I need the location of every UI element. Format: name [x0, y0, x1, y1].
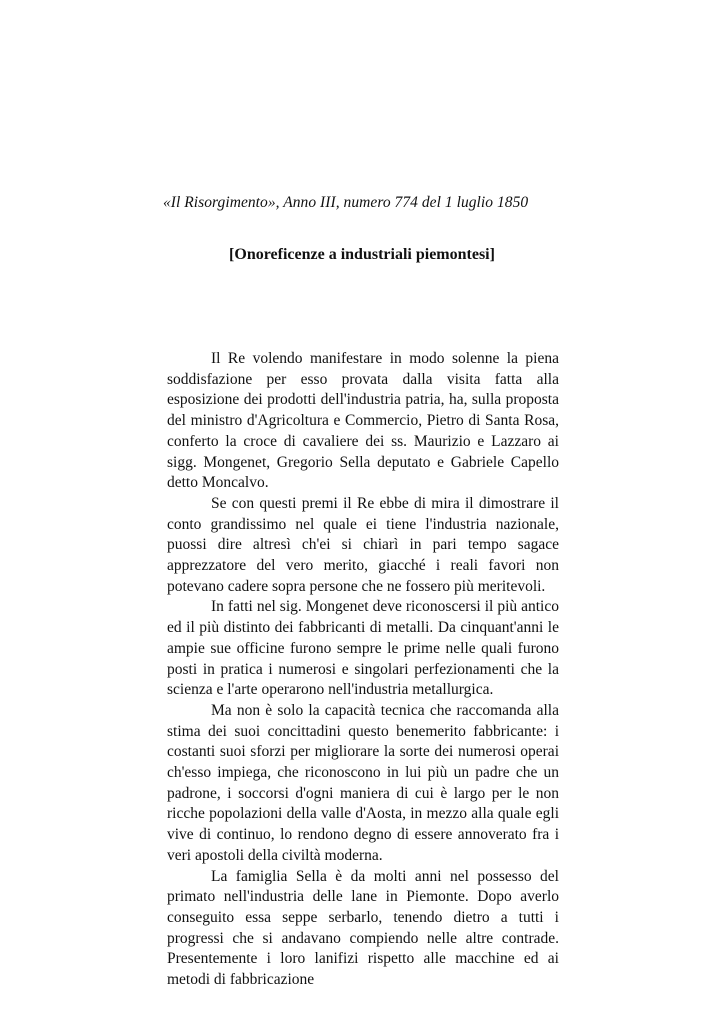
article-body — [167, 349, 559, 991]
paragraph: Se con questi premi il Re ebbe di mira il dimostrare il conto grandissimo nel quale ei tiene l'industria nazionale, puossi dire altresì ch'ei si chiarì in pari tempo sagace apprezzatore del vero merito, giacché i reali favori non potevano cadere sopra persone che ne fossero più meritevoli. — [167, 494, 559, 595]
article-title: [Onoreficenze a industriali piemontesi] — [229, 246, 495, 263]
source-citation: «Il Risorgimento», Anno III, numero 774 del 1 luglio 1850 — [163, 194, 529, 211]
paragraph: La famiglia Sella è da molti anni nel possesso del primato nell'industria delle lane in Piemonte. Dopo averlo conseguito essa seppe serbarlo, tenendo dietro a tutti i progressi che si andavano compiendo nelle altre contrade. Presentemente i loro lanifizi rispetto alle macchine ed ai metodi di fabbricazione — [167, 867, 559, 989]
paragraph: Il Re volendo manifestare in modo solenne la piena soddisfazione per esso provata dalla visita fatta alla esposizione dei prodotti dell'industria patria, ha, sulla proposta del ministro d'Agricoltura e Commercio, Pietro di Santa Rosa, conferto la croce di cavaliere dei ss. Maurizio e Lazzaro ai sigg. Mongenet, Gregorio Sella deputato e Gabriele Capello detto Moncalvo. — [167, 350, 559, 492]
paragraph: Ma non è solo la capacità tecnica che raccomanda alla stima dei suoi concittadini questo benemerito fabbricante: i costanti suoi sforzi per migliorare la sorte dei numerosi operai ch'esso impiega, che riconoscono in lui più un padre che un padrone, i soccorsi d'ogni maniera di cui è largo per le non ricche popolazioni della valle d'Aosta, in mezzo alla quale egli vive di continuo, lo rendono degno di essere annoverato fra i veri apostoli della civiltà moderna. — [167, 701, 559, 864]
paragraph: In fatti nel sig. Mongenet deve riconoscersi il più antico ed il più distinto dei fabbricanti di metalli. Da cinquant'anni le ampie sue officine furono sempre le prime nelle quali furono posti in pratica i numerosi e singolari perfezionamenti che la scienza e l'arte operarono nell'industria metallurgica. — [167, 598, 559, 699]
